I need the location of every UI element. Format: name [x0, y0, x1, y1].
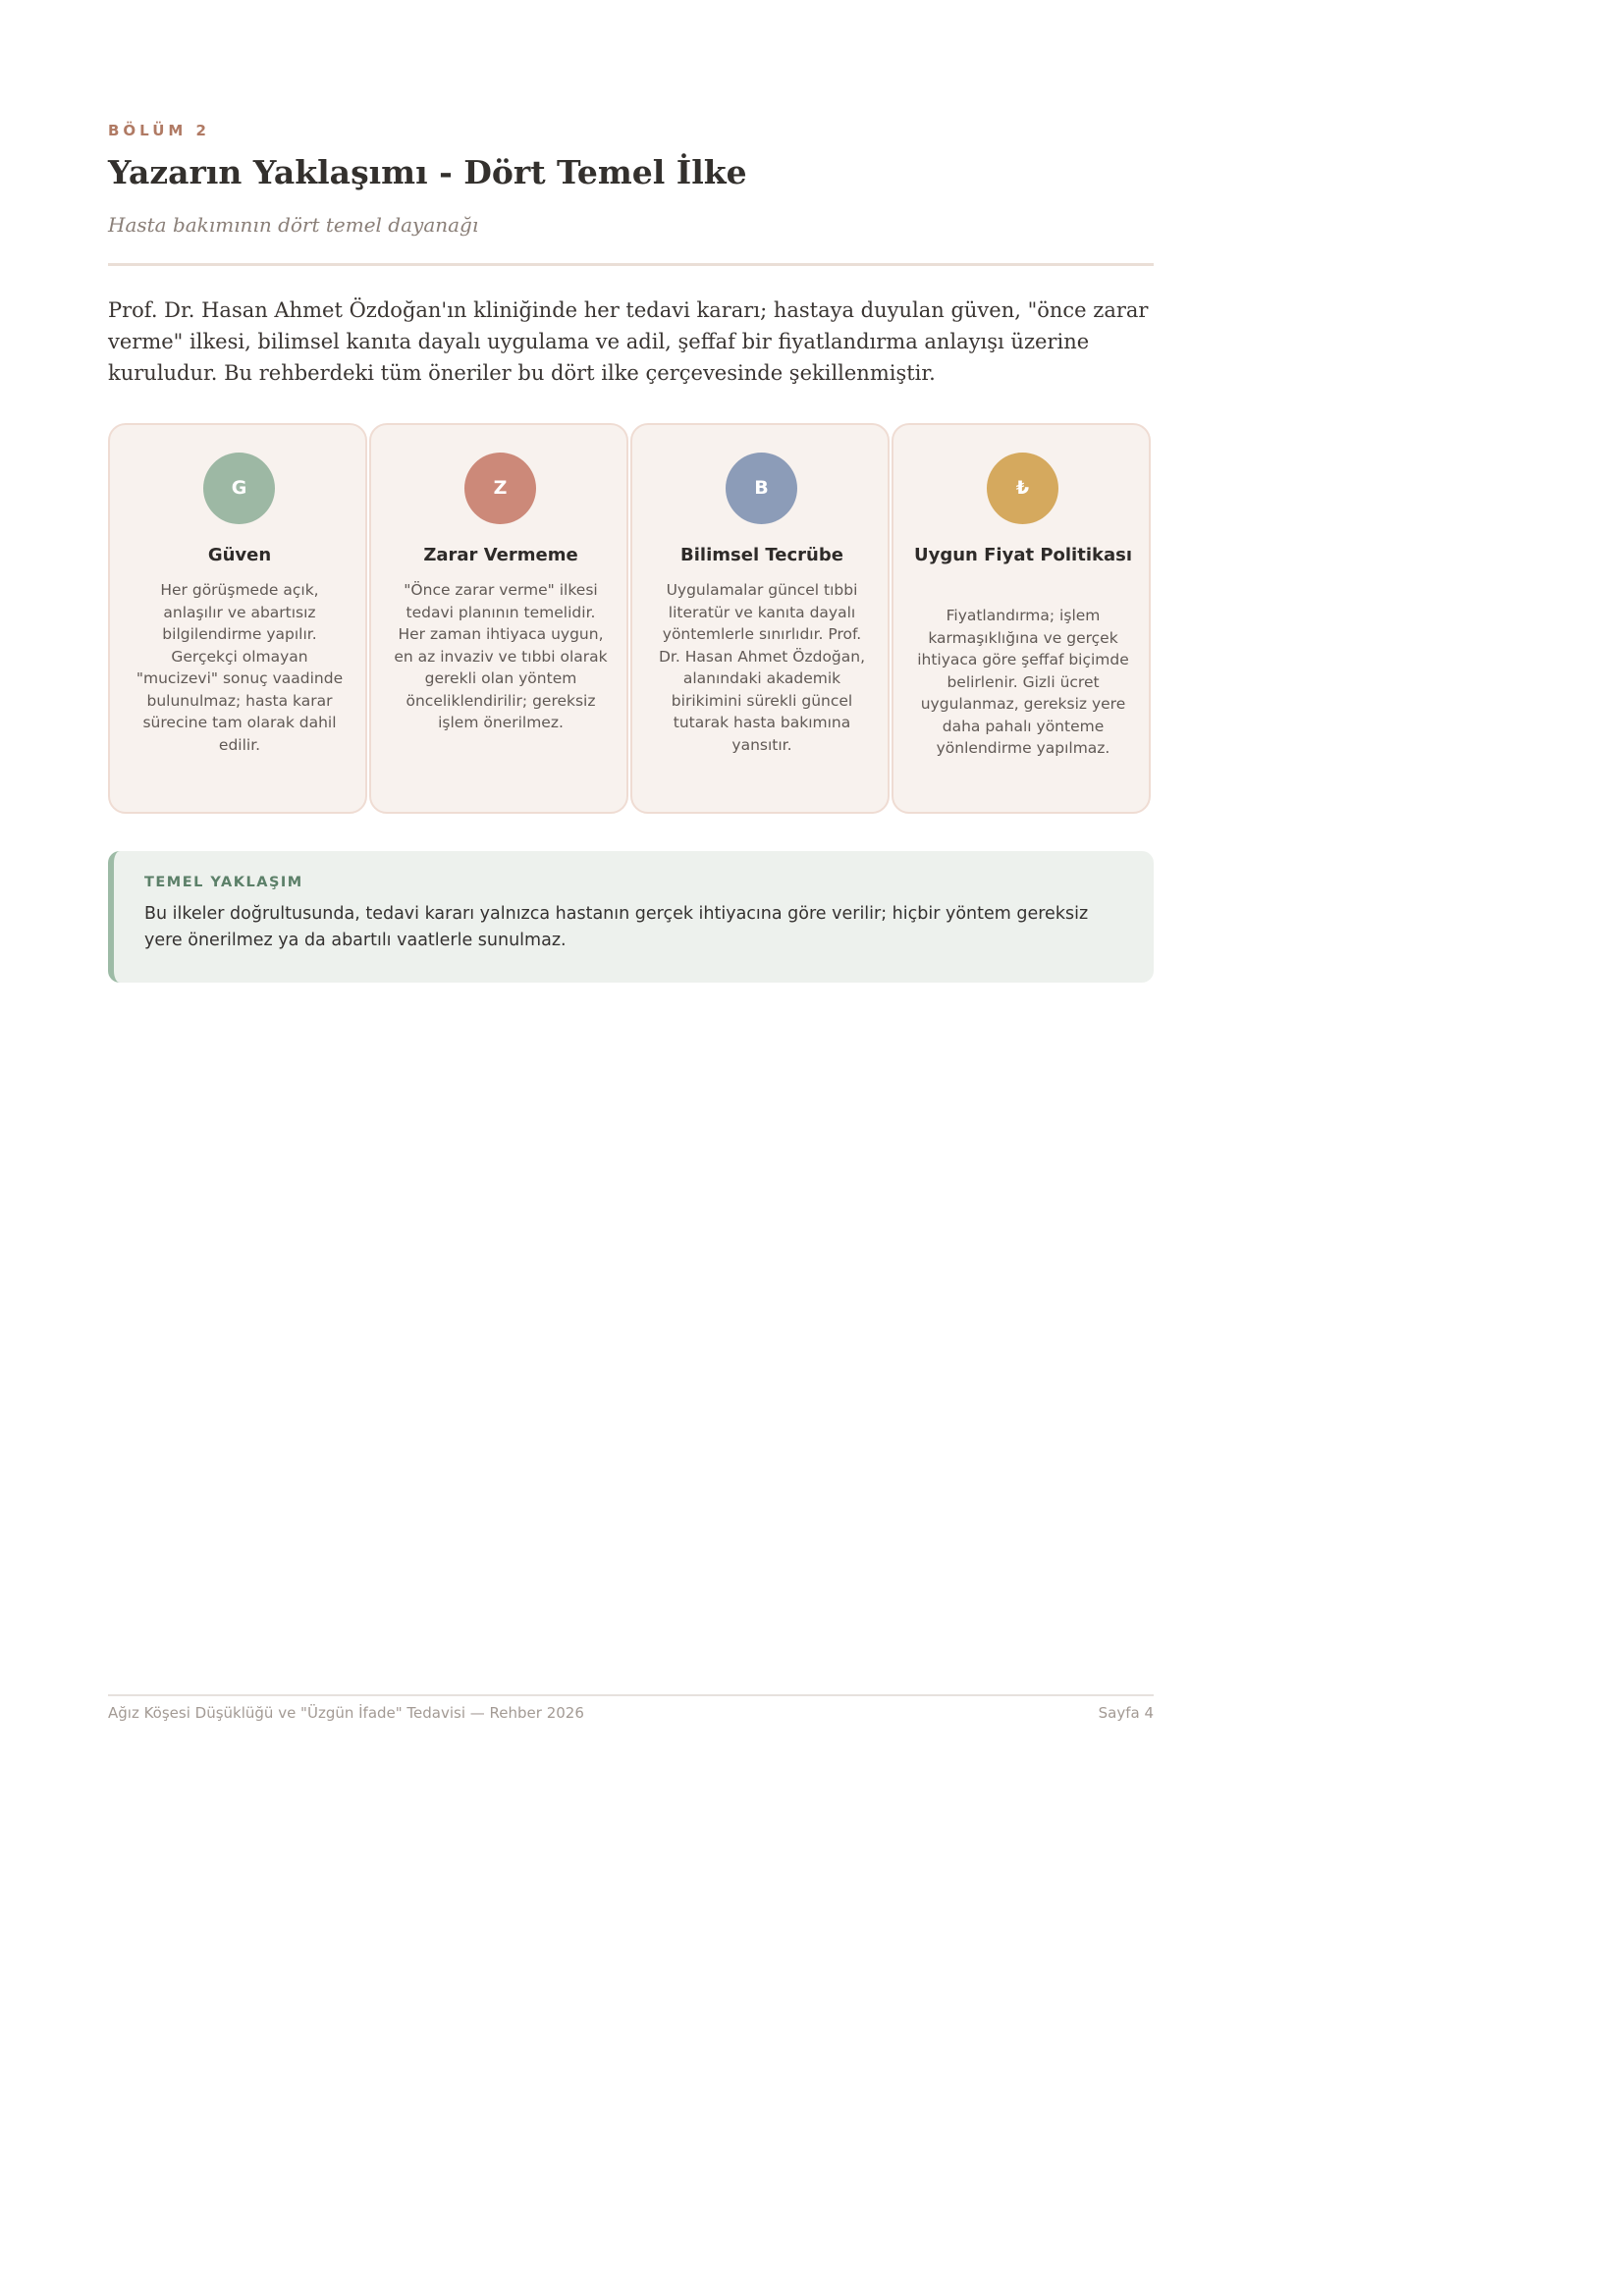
footer-document-title: Ağız Köşesi Düşüklüğü ve "Üzgün İfade" Tedavisi — Rehber 2026	[108, 1704, 584, 1722]
principle-card-bilimsel-tecrube	[630, 423, 890, 814]
card-title: Zarar Vermeme	[423, 545, 578, 565]
zarar-vermeme-letter-icon: Z	[464, 453, 536, 524]
page-subtitle: Hasta bakımının dört temel dayanağı	[108, 213, 479, 237]
guven-letter-icon: G	[203, 453, 275, 524]
principle-card-zarar-vermeme	[369, 423, 628, 814]
card-title: Bilimsel Tecrübe	[680, 545, 843, 565]
card-description: Fiyatlandırma; işlem karmaşıklığına ve gerçek ihtiyaca göre şeffaf biçimde belirlenir. Gizli ücret uygulanmaz, gereksiz yere daha pahalı yönteme yönlendirme yapılmaz.	[917, 607, 1129, 757]
title-divider	[108, 263, 1154, 266]
card-description: "Önce zarar verme" ilkesi tedavi planının temelidir. Her zaman ihtiyaca uygun, en az invaziv ve tıbbi olarak gerekli olan yöntem önceliklendirilir; gereksiz işlem önerilmez.	[394, 581, 608, 731]
principle-card-uygun-fiyat	[892, 423, 1151, 814]
callout-text: Bu ilkeler doğrultusunda, tedavi kararı yalnızca hastanın gerçek ihtiyacına göre verilir; hiçbir yöntem gereksiz yere önerilmez ya da abartılı vaatlerle sunulmaz.	[144, 904, 1089, 950]
key-approach-callout	[108, 851, 1154, 983]
page-title: Yazarın Yaklaşımı - Dört Temel İlke	[108, 153, 747, 191]
card-description: Uygulamalar güncel tıbbi literatür ve kanıta dayalı yöntemlerle sınırlıdır. Prof. Dr. Hasan Ahmet Özdoğan, alanındaki akademik birikimini sürekli güncel tutarak hasta bakımına yansıtır.	[658, 581, 866, 754]
card-description: Her görüşmede açık, anlaşılır ve abartısız bilgilendirme yapılır. Gerçekçi olmayan "mucizevi" sonuç vaadinde bulunulmaz; hasta karar sürecine tam olarak dahil edilir.	[135, 581, 344, 754]
card-title: Uygun Fiyat Politikası	[913, 545, 1133, 565]
bilimsel-tecrube-letter-icon: B	[726, 453, 797, 524]
principle-cards	[108, 423, 1154, 816]
lira-icon: ₺	[987, 453, 1058, 524]
section-label: BÖLÜM 2	[108, 122, 210, 139]
footer-page-number: Sayfa 4	[1098, 1704, 1154, 1722]
card-title: Güven	[207, 545, 272, 565]
footer-divider	[108, 1694, 1154, 1696]
principle-card-guven	[108, 423, 367, 814]
callout-label: TEMEL YAKLAŞIM	[144, 875, 303, 890]
intro-paragraph: Prof. Dr. Hasan Ahmet Özdoğan'ın kliniğinde her tedavi kararı; hastaya duyulan güven, "önce zarar verme" ilkesi, bilimsel kanıta dayalı uygulama ve adil, şeffaf bir fiyatlandırma anlayışı üzerine kuruludur. Bu rehberdeki tüm öneriler bu dört ilke çerçevesinde şekillenmiştir.	[108, 298, 1149, 385]
